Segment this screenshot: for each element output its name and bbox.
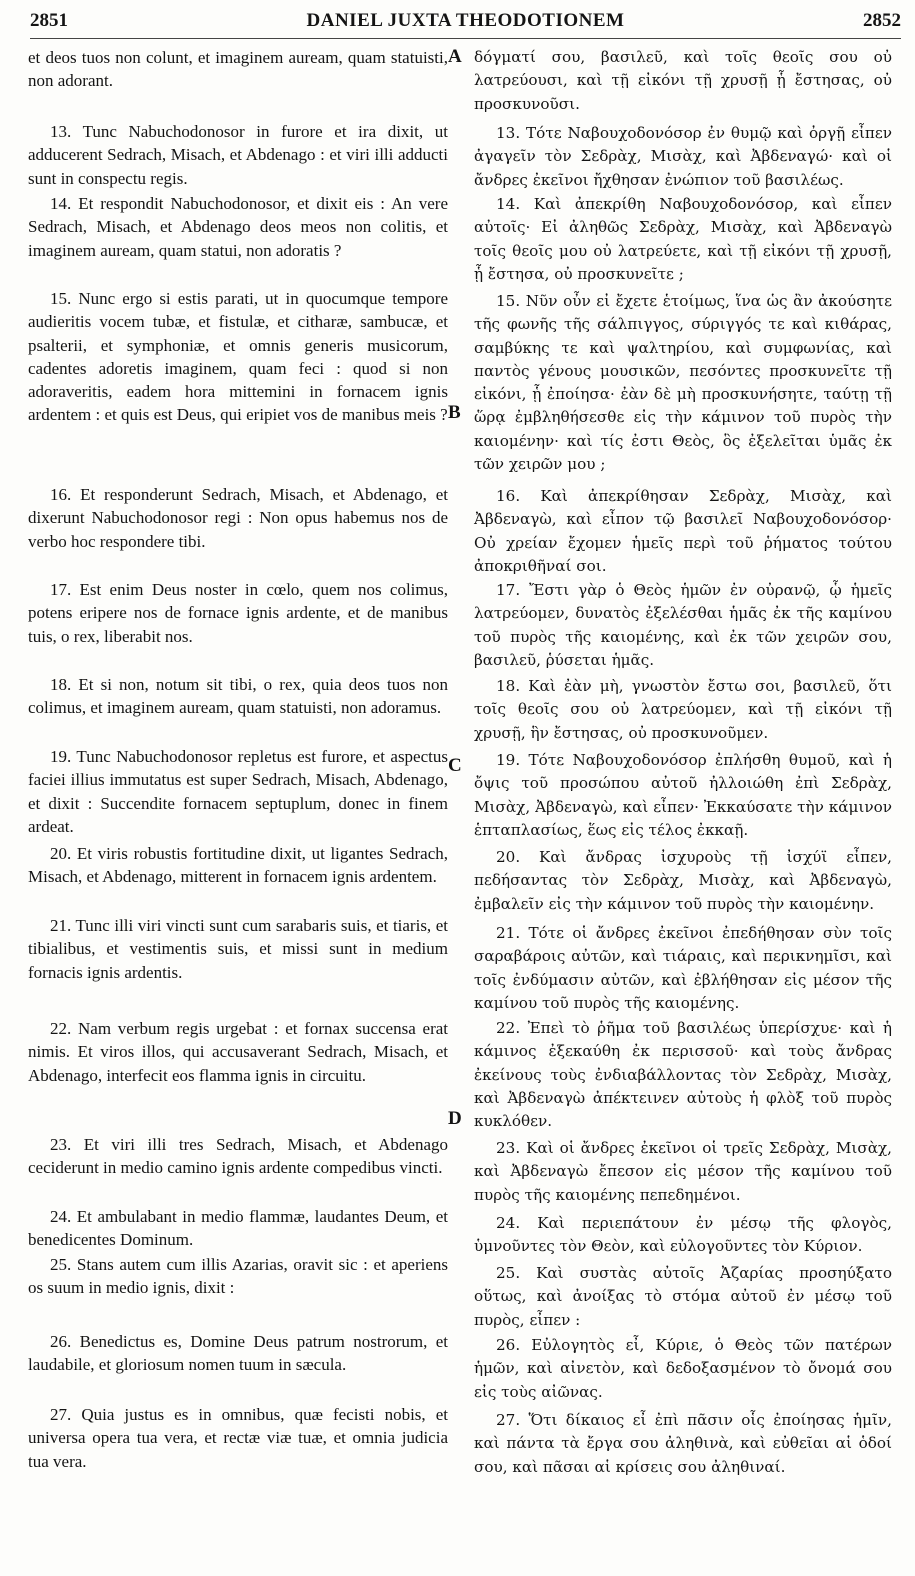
greek-verse-25: 25. Καὶ συστὰς αὐτοῖς Ἀζαρίας προσηύξατο οὕτως, καὶ ἀνοίξας τὸ στόμα αὐτοῦ ἐν μέσῳ τοῦ πυρὸς, εἶπεν : (474, 1264, 892, 1329)
latin-verse-17: 17. Est enim Deus noster in cœlo, quem nos colimus, potens eripere nos de fornace ignis ardente, et de manibus tuis, o rex, liberabit nos. (28, 580, 448, 646)
greek-verse-20: 20. Καὶ ἄνδρας ἰσχυροὺς τῇ ἰσχύϊ εἶπεν, πεδήσαντας τὸν Σεδρὰχ, Μισὰχ, καὶ Ἀβδεναγὼ, ἐμβαλεῖν εἰς τὴν κάμινον τοῦ πυρὸς τὴν καιομένην. (474, 848, 892, 913)
running-title: DANIEL JUXTA THEODOTIONEM (306, 10, 625, 31)
latin-verse-25: 25. Stans autem cum illis Azarias, oravit sic : et aperiens os suum in medio ignis, dixit : (28, 1255, 448, 1298)
greek-verse-12-end: δόγματί σου, βασιλεῦ, καὶ τοῖς θεοῖς σου οὐ λατρεύουσι, καὶ τῇ εἰκόνι τῇ χρυσῇ ᾗ ἔστησας, οὐ προσκυνοῦσι. (474, 48, 892, 113)
greek-verse-26: 26. Εὐλογητὸς εἶ, Κύριε, ὁ Θεὸς τῶν πατέρων ἡμῶν, καὶ αἰνετὸν, καὶ δεδοξασμένον τὸ ὄνομά σου εἰς τοὺς αἰῶνας. (474, 1336, 892, 1401)
greek-verse-18: 18. Καὶ ἐὰν μὴ, γνωστὸν ἔστω σοι, βασιλεῦ, ὅτι τοῖς θεοῖς σου οὐ λατρεύομεν, καὶ τῇ εἰκόνι τῇ χρυσῇ, ἣν ἔστησας, οὐ προσκυνοῦμεν. (474, 677, 892, 742)
latin-verse-14: 14. Et respondit Nabuchodonosor, et dixit eis : An vere Sedrach, Misach, et Abdenago deos meos non colitis, et imaginem auream, quam statui, non adoratis ? (28, 194, 448, 260)
greek-verse-15: 15. Νῦν οὖν εἰ ἔχετε ἑτοίμως, ἵνα ὡς ἂν ἀκούσητε τῆς φωνῆς τῆς σάλπιγγος, σύριγγός τε καὶ κιθάρας, σαμβύκης τε καὶ ψαλτηρίου, καὶ συμφωνίας, καὶ παντὸς γένους μουσικῶν, πεσόντες προσκυνεῖτε τῇ εἰκόνι, ᾗ ἐποίησα· ἐὰν δὲ μὴ προσκυνήσητε, ταύτῃ τῇ ὥρᾳ ἐμβληθήσεσθε εἰς τὴν κάμινον τοῦ πυρὸς τὴν καιομένην· καὶ τίς ἐστι Θεὸς, ὃς ἐξελεῖται ὑμᾶς ἐκ τῶν χειρῶν μου ; (474, 292, 892, 474)
margin-marker-b: B (448, 402, 461, 423)
latin-verse-12-end: et deos tuos non colunt, et imaginem auream, quam statuisti, non adorant. (28, 48, 448, 91)
latin-verse-19: 19. Tunc Nabuchodonosor repletus est furore, et aspectus faciei illius immutatus est super Sedrach, Misach, Abdenago, et dixit : Succendite fornacem septuplum, donec in finem ardeat. (28, 747, 448, 836)
greek-verse-21: 21. Τότε οἱ ἄνδρες ἐκεῖνοι ἐπεδήθησαν σὺν τοῖς σαραβάροις αὐτῶν, καὶ τιάραις, καὶ περικνημῖσι, καὶ τοῖς ἐνδύμασιν αὐτῶν, καὶ ἐβλήθησαν εἰς μέσον τῆς καμίνου τοῦ πυρὸς τῆς καιομένης. (474, 924, 892, 1012)
latin-verse-26: 26. Benedictus es, Domine Deus patrum nostrorum, et laudabile, et gloriosum nomen tuum in sæcula. (28, 1332, 448, 1375)
latin-verse-23: 23. Et viri illi tres Sedrach, Misach, et Abdenago ceciderunt in medio camino ignis ardente compedibus vincti. (28, 1135, 448, 1178)
greek-verse-17: 17. Ἔστι γὰρ ὁ Θεὸς ἡμῶν ἐν οὐρανῷ, ᾧ ἡμεῖς λατρεύομεν, δυνατὸς ἐξελέσθαι ἡμᾶς ἐκ τῆς καμίνου τοῦ πυρὸς τῆς καιομένης, καὶ ἐκ τῶν χειρῶν σου, βασιλεῦ, ῥύσεται ἡμᾶς. (474, 581, 892, 669)
margin-marker-c: C (448, 755, 462, 776)
greek-verse-23: 23. Καὶ οἱ ἄνδρες ἐκεῖνοι οἱ τρεῖς Σεδρὰχ, Μισὰχ, καὶ Ἀβδεναγὼ ἔπεσον εἰς μέσον τῆς καμίνου τοῦ πυρὸς τῆς καιομένης πεπεδημένοι. (474, 1139, 892, 1204)
latin-verse-24: 24. Et ambulabant in medio flammæ, laudantes Deum, et benedicentes Dominum. (28, 1207, 448, 1250)
greek-verse-14: 14. Καὶ ἀπεκρίθη Ναβουχοδονόσορ, καὶ εἶπεν αὐτοῖς· Εἰ ἀληθῶς Σεδρὰχ, Μισὰχ, καὶ Ἀβδεναγὼ τοῖς θεοῖς μου οὐ λατρεύετε, καὶ τῇ εἰκόνι τῇ χρυσῇ, ᾗ ἔστησα, οὐ προσκυνεῖτε ; (474, 195, 892, 283)
greek-verse-16: 16. Καὶ ἀπεκρίθησαν Σεδρὰχ, Μισὰχ, καὶ Ἀβδεναγὼ, καὶ εἶπον τῷ βασιλεῖ Ναβουχοδονόσορ· Οὐ χρείαν ἔχομεν ἡμεῖς περὶ τοῦ ῥήματος τούτου ἀποκριθῆναί σοι. (474, 487, 892, 575)
greek-verse-22: 22. Ἐπεὶ τὸ ῥῆμα τοῦ βασιλέως ὑπερίσχυε· καὶ ἡ κάμινος ἐξεκαύθη ἐκ περισσοῦ· καὶ τοὺς ἄνδρας ἐκείνους τοὺς ἐνδιαβάλλοντας τὸν Σεδρὰχ, Μισὰχ, καὶ Ἀβδεναγὼ ἀπέκτεινεν αὐτοὺς ἡ φλὸξ τοῦ πυρὸς κυκλόθεν. (474, 1019, 892, 1131)
page-header (30, 4, 901, 39)
margin-marker-a: A (448, 46, 462, 67)
greek-verse-24: 24. Καὶ περιεπάτουν ἐν μέσῳ τῆς φλογὸς, ὑμνοῦντες τὸν Θεὸν, καὶ εὐλογοῦντες τὸν Κύριον. (474, 1214, 892, 1256)
latin-verse-16: 16. Et responderunt Sedrach, Misach, et Abdenago, et dixerunt Nabuchodonosor regi : Non opus habemus nos de verbo hoc respondere tibi. (28, 485, 448, 551)
latin-verse-13: 13. Tunc Nabuchodonosor in furore et ira dixit, ut adducerent Sedrach, Misach, et Abdenago : et viri illi adducti sunt in conspectu regis. (28, 122, 448, 188)
greek-verse-19: 19. Τότε Ναβουχοδονόσορ ἐπλήσθη θυμοῦ, καὶ ἡ ὄψις τοῦ προσώπου αὐτοῦ ἠλλοιώθη ἐπὶ Σεδρὰχ, Μισὰχ, Ἀβδεναγὼ, καὶ εἶπεν· Ἐκκαύσατε τὴν κάμινον ἑπταπλασίως, ἕως εἰς τέλος ἐκκαῇ. (474, 751, 892, 839)
greek-verse-27: 27. Ὅτι δίκαιος εἶ ἐπὶ πᾶσιν οἷς ἐποίησας ἡμῖν, καὶ πάντα τὰ ἔργα σου ἀληθινὰ, καὶ εὐθεῖαι αἱ ὁδοί σου, καὶ πᾶσαι αἱ κρίσεις σου ἀληθιναί. (474, 1411, 892, 1476)
latin-verse-22: 22. Nam verbum regis urgebat : et fornax succensa erat nimis. Et viros illos, qui accusaverant Sedrach, Misach, et Abdenago, interfecit eos flamma ignis in circuitu. (28, 1019, 448, 1085)
latin-verse-18: 18. Et si non, notum sit tibi, o rex, quia deos tuos non colimus, et imaginem auream, quam statuisti, non adoramus. (28, 675, 448, 718)
page-number-right: 2852 (863, 10, 901, 31)
latin-verse-15: 15. Nunc ergo si estis parati, ut in quocumque tempore audieritis vocem tubæ, et fistulæ, et citharæ, sambucæ, et psalterii, et symphoniæ, et omnis generis musicorum, cadentes adoretis imaginem, quam feci : quod si non adoraveritis, eadem hora mittemini in fornacem ignis ardentem : et quis est Deus, qui eripiet vos de manibus meis ? (28, 289, 448, 425)
latin-verse-21: 21. Tunc illi viri vincti sunt cum sarabaris suis, et tiaris, et tibialibus, et vestimentis suis, et missi sunt in medium fornacis ignis ardentis. (28, 916, 448, 982)
page-number-left: 2851 (30, 10, 68, 31)
latin-verse-27: 27. Quia justus es in omnibus, quæ fecisti nobis, et universa opera tua vera, et rectæ viæ tuæ, et omnia judicia tua vera. (28, 1405, 448, 1471)
greek-verse-13: 13. Τότε Ναβουχοδονόσορ ἐν θυμῷ καὶ ὀργῇ εἶπεν ἀγαγεῖν τὸν Σεδρὰχ, Μισὰχ, καὶ Ἀβδεναγώ· καὶ οἱ ἄνδρες ἐκεῖνοι ἤχθησαν ἐνώπιον τοῦ βασιλέως. (474, 124, 892, 189)
latin-verse-20: 20. Et viris robustis fortitudine dixit, ut ligantes Sedrach, Misach, et Abdenago, mitterent in fornacem ignis ardentem. (28, 844, 448, 887)
margin-marker-d: D (448, 1108, 462, 1129)
